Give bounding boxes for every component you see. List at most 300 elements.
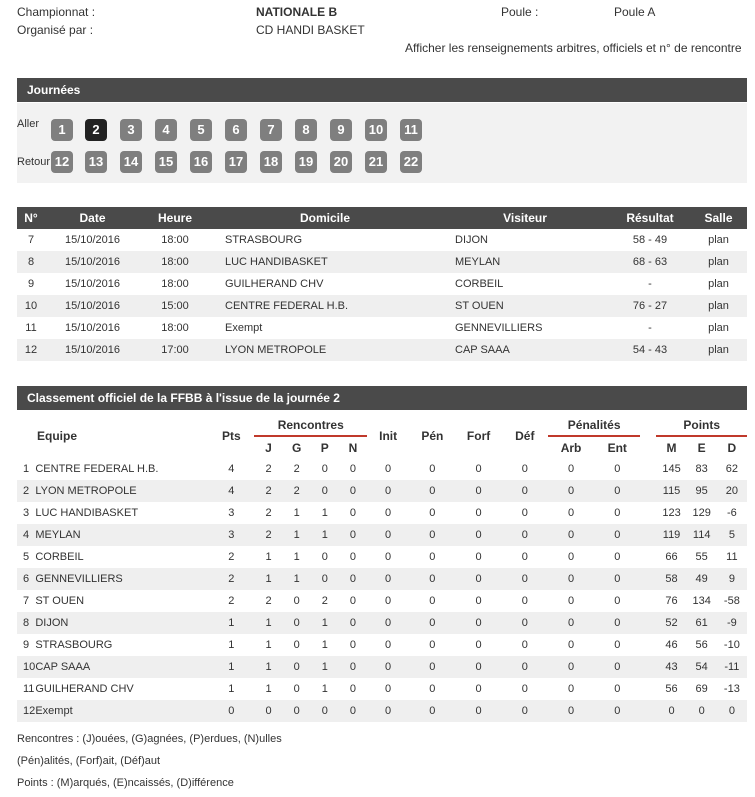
- ranking-def: 0: [502, 480, 548, 502]
- ranking-team: CORBEIL: [35, 551, 84, 563]
- h-n: N: [348, 440, 358, 455]
- journees-title: Journées: [17, 78, 747, 102]
- ranking-n: 0: [339, 568, 367, 590]
- championnat-value: NATIONALE B: [256, 5, 338, 19]
- journee-button-8[interactable]: 8: [295, 119, 317, 141]
- ranking-arb: 0: [548, 656, 594, 678]
- journee-button-11[interactable]: 11: [400, 119, 422, 141]
- h-ent: Ent: [607, 440, 627, 455]
- match-salle[interactable]: plan: [690, 339, 747, 361]
- ranking-forf: 0: [475, 507, 482, 519]
- ranking-m: 119: [656, 524, 686, 546]
- col-domicile: Domicile: [210, 207, 440, 229]
- ranking-init: 0: [367, 524, 409, 546]
- ranking-forf: 0: [455, 656, 501, 678]
- h-points: Points: [656, 414, 747, 436]
- journee-button-15[interactable]: 15: [155, 151, 177, 173]
- journee-button-21[interactable]: 21: [365, 151, 387, 173]
- col-visiteur: Visiteur: [440, 207, 610, 229]
- ranking-pts: 1: [228, 683, 235, 695]
- h-d: D: [727, 440, 737, 455]
- ranking-def: 0: [521, 683, 528, 695]
- ranking-team: ST OUEN: [35, 595, 85, 607]
- ranking-row: [17, 458, 747, 480]
- ranking-m: 56: [665, 683, 678, 695]
- ranking-n: 0: [349, 683, 356, 695]
- ranking-team: LUC HANDIBASKET: [35, 507, 139, 519]
- ranking-init: 0: [385, 683, 392, 695]
- ranking-d: -13: [723, 683, 740, 695]
- ranking-j: 1: [254, 568, 282, 590]
- ranking-d: 0: [717, 700, 747, 722]
- aller-label: Aller: [17, 118, 40, 130]
- ranking-team: CAP SAAA: [35, 656, 208, 678]
- ranking-e: 69: [695, 683, 708, 695]
- ranking-team: STRASBOURG: [35, 639, 113, 651]
- ranking-n: 0: [349, 639, 356, 651]
- match-date: 15/10/2016: [64, 322, 121, 334]
- ranking-e: 49: [687, 568, 717, 590]
- legend-penalites: (Pén)alités, (Forf)ait, (Déf)aut: [17, 755, 161, 767]
- journee-button-5[interactable]: 5: [190, 119, 212, 141]
- ranking-rank: 8: [17, 612, 35, 634]
- ranking-e: 134: [692, 595, 711, 607]
- journee-button-6[interactable]: 6: [225, 119, 247, 141]
- ranking-ent: 0: [614, 683, 621, 695]
- ranking-init: 0: [367, 700, 409, 722]
- h-equipe: Equipe: [37, 429, 78, 443]
- ranking-init: 0: [385, 639, 392, 651]
- ranking-init: 0: [385, 551, 392, 563]
- championnat-label: Championnat :: [17, 5, 96, 19]
- ranking-pen: 0: [409, 480, 455, 502]
- arbitres-link[interactable]: Afficher les renseignements arbitres, officiels et n° de rencontre: [405, 41, 742, 55]
- ranking-arb: 0: [548, 700, 594, 722]
- ranking-pts: 1: [208, 612, 254, 634]
- ranking-n: 0: [339, 700, 367, 722]
- ranking-arb: 0: [567, 507, 575, 519]
- matches-header-row: [17, 207, 747, 229]
- ranking-g: 0: [283, 700, 311, 722]
- journee-button-20[interactable]: 20: [330, 151, 352, 173]
- journee-button-17[interactable]: 17: [225, 151, 247, 173]
- match-n: 12: [17, 339, 45, 361]
- ranking-d: 20: [717, 480, 747, 502]
- ranking-m: 76: [665, 595, 678, 607]
- ranking-n: 0: [349, 463, 356, 475]
- ranking-pen: 0: [409, 656, 455, 678]
- legend-points: Points : (M)arqués, (E)ncaissés, (D)ifférence: [17, 777, 234, 789]
- ranking-def: 0: [502, 700, 548, 722]
- ranking-j: 2: [254, 524, 282, 546]
- ranking-team: CENTRE FEDERAL H.B.: [35, 463, 159, 475]
- ranking-g: 0: [283, 612, 311, 634]
- ranking-def: 0: [521, 507, 528, 519]
- ranking-def: 0: [502, 568, 548, 590]
- ranking-arb: 0: [567, 463, 575, 475]
- ranking-arb: 0: [567, 595, 575, 607]
- ranking-ent: 0: [614, 507, 621, 519]
- ranking-body: [17, 458, 747, 722]
- ranking-rank: 1: [23, 463, 30, 475]
- ranking-e: 54: [687, 656, 717, 678]
- ranking-team: DIJON: [35, 612, 208, 634]
- organise-value: CD HANDI BASKET: [256, 23, 365, 37]
- ranking-n: 0: [349, 551, 356, 563]
- match-domicile: LYON METROPOLE: [210, 339, 440, 361]
- ranking-ent: 0: [614, 639, 621, 651]
- ranking-pen: 0: [429, 551, 436, 563]
- ranking-pen: 0: [429, 683, 436, 695]
- match-row: [17, 295, 747, 317]
- ranking-j: 2: [265, 463, 272, 475]
- ranking-ent: 0: [614, 551, 621, 563]
- ranking-def: 0: [521, 463, 528, 475]
- ranking-forf: 0: [475, 463, 482, 475]
- match-n: 9: [27, 278, 35, 290]
- h-penalites: Pénalités: [548, 414, 640, 436]
- match-resultat: 54 - 43: [610, 339, 690, 361]
- ranking-p: 1: [311, 612, 339, 634]
- ranking-team: GENNEVILLIERS: [35, 568, 208, 590]
- match-salle[interactable]: plan: [690, 251, 747, 273]
- match-n: 11: [25, 322, 37, 334]
- ranking-d: 5: [717, 524, 747, 546]
- ranking-rank: 11: [23, 683, 35, 695]
- ranking-p: 1: [321, 507, 328, 519]
- ranking-p: 0: [311, 480, 339, 502]
- ranking-def: 0: [521, 639, 528, 651]
- ranking-arb: 0: [567, 639, 575, 651]
- ranking-m: 115: [656, 480, 686, 502]
- ranking-rank: 12: [17, 700, 35, 722]
- ranking-pen: 0: [409, 700, 455, 722]
- journee-button-2[interactable]: 2: [85, 119, 107, 141]
- ranking-m: 52: [656, 612, 686, 634]
- match-resultat: -: [648, 278, 652, 290]
- ranking-m: 46: [665, 639, 678, 651]
- ranking-forf: 0: [455, 524, 501, 546]
- match-visiteur: MEYLAN: [440, 251, 610, 273]
- journee-button-14[interactable]: 14: [120, 151, 142, 173]
- ranking-ent: 0: [594, 700, 640, 722]
- match-resultat: 76 - 27: [610, 295, 690, 317]
- ranking-row: [17, 524, 747, 546]
- ranking-j: 1: [254, 656, 282, 678]
- ranking-row: [17, 502, 747, 524]
- ranking-g: 0: [293, 595, 300, 607]
- journee-button-18[interactable]: 18: [260, 151, 282, 173]
- match-resultat: -: [648, 322, 652, 334]
- ranking-def: 0: [502, 612, 548, 634]
- match-salle[interactable]: plan: [708, 322, 729, 334]
- ranking-row: [17, 656, 747, 678]
- h-def: Déf: [515, 429, 535, 443]
- col-date: Date: [45, 207, 140, 229]
- ranking-j: 2: [254, 480, 282, 502]
- ranking-pen: 0: [429, 639, 436, 651]
- ranking-d: 11: [726, 551, 738, 563]
- journee-button-1[interactable]: 1: [51, 119, 73, 141]
- ranking-p: 0: [321, 551, 328, 563]
- ranking-ent: 0: [594, 656, 640, 678]
- h-e: E: [697, 440, 706, 455]
- ranking-init: 0: [385, 507, 392, 519]
- journee-button-9[interactable]: 9: [330, 119, 352, 141]
- match-date: 15/10/2016: [64, 234, 121, 246]
- ranking-pts: 1: [228, 639, 235, 651]
- ranking-g: 0: [283, 656, 311, 678]
- ranking-d: -11: [717, 656, 747, 678]
- ranking-d: -10: [723, 639, 740, 651]
- ranking-forf: 0: [475, 639, 482, 651]
- ranking-row: [17, 612, 747, 634]
- ranking-row: [17, 568, 747, 590]
- retour-label: Retour: [17, 156, 51, 168]
- journee-button-7[interactable]: 7: [260, 119, 282, 141]
- col-numero: N°: [17, 207, 45, 229]
- ranking-def: 0: [502, 656, 548, 678]
- ranking-n: 0: [339, 524, 367, 546]
- ranking-p: 0: [311, 700, 339, 722]
- ranking-rank: 7: [23, 595, 30, 607]
- ranking-j: 2: [265, 507, 272, 519]
- h-init: Init: [379, 429, 398, 443]
- ranking-g: 2: [283, 480, 311, 502]
- ranking-m: 123: [662, 507, 681, 519]
- ranking-rank: 5: [23, 551, 30, 563]
- ranking-e: 0: [687, 700, 717, 722]
- ranking-j: 1: [254, 612, 282, 634]
- ranking-rank: 9: [23, 639, 30, 651]
- ranking-init: 0: [367, 480, 409, 502]
- match-visiteur: GENNEVILLIERS: [455, 322, 543, 334]
- ranking-rank: 6: [17, 568, 35, 590]
- ranking-forf: 0: [455, 568, 501, 590]
- ranking-pts: 2: [228, 595, 235, 607]
- ranking-j: 2: [265, 595, 272, 607]
- ranking-j: 1: [265, 639, 272, 651]
- ranking-d: -58: [723, 595, 740, 607]
- ranking-pts: 1: [208, 656, 254, 678]
- ranking-g: 0: [293, 639, 300, 651]
- match-n: 8: [17, 251, 45, 273]
- ranking-row: [17, 546, 747, 568]
- ranking-ent: 0: [594, 524, 640, 546]
- ranking-pen: 0: [429, 595, 436, 607]
- match-visiteur: DIJON: [455, 234, 488, 246]
- ranking-pen: 0: [409, 612, 455, 634]
- ranking-arb: 0: [567, 683, 575, 695]
- ranking-pen: 0: [429, 507, 436, 519]
- ranking-rank: 2: [17, 480, 35, 502]
- ranking-row: [17, 590, 747, 612]
- ranking-p: 1: [311, 656, 339, 678]
- ranking-d: 62: [725, 463, 738, 475]
- ranking-row: [17, 634, 747, 656]
- ranking-e: 129: [692, 507, 711, 519]
- ranking-ent: 0: [614, 595, 621, 607]
- ranking-init: 0: [385, 463, 392, 475]
- h-pen: Pén: [421, 429, 444, 443]
- ranking-p: 1: [321, 683, 328, 695]
- ranking-ent: 0: [594, 612, 640, 634]
- match-date: 15/10/2016: [45, 251, 140, 273]
- journee-button-19[interactable]: 19: [295, 151, 317, 173]
- h-pts: Pts: [221, 429, 241, 443]
- ranking-forf: 0: [475, 551, 482, 563]
- ranking-team: Exempt: [35, 700, 208, 722]
- ranking-g: 1: [283, 524, 311, 546]
- match-n: 7: [27, 234, 35, 246]
- match-heure: 17:00: [140, 339, 210, 361]
- ranking-arb: 0: [548, 568, 594, 590]
- match-heure: 18:00: [161, 278, 189, 290]
- ranking-init: 0: [367, 612, 409, 634]
- h-forf: Forf: [466, 429, 491, 443]
- ranking-init: 0: [367, 656, 409, 678]
- ranking-def: 0: [521, 551, 528, 563]
- match-date: 15/10/2016: [64, 278, 121, 290]
- ranking-row: [17, 480, 747, 502]
- match-n: 10: [17, 295, 45, 317]
- h-arb: Arb: [560, 440, 582, 455]
- match-domicile: CENTRE FEDERAL H.B.: [210, 295, 440, 317]
- ranking-pen: 0: [409, 524, 455, 546]
- ranking-header-row: [17, 414, 747, 436]
- match-salle[interactable]: plan: [690, 295, 747, 317]
- ranking-m: 0: [656, 700, 686, 722]
- ranking-m: 43: [656, 656, 686, 678]
- ranking-n: 0: [339, 656, 367, 678]
- h-g: G: [291, 440, 302, 455]
- match-row: [17, 251, 747, 273]
- match-salle[interactable]: plan: [708, 278, 729, 290]
- ranking-g: 0: [293, 683, 300, 695]
- journee-button-22[interactable]: 22: [400, 151, 422, 173]
- ranking-pts: 4: [228, 463, 235, 475]
- ranking-g: 1: [293, 551, 300, 563]
- ranking-arb: 0: [548, 612, 594, 634]
- ranking-g: 2: [293, 463, 300, 475]
- ranking-n: 0: [339, 480, 367, 502]
- ranking-team: GUILHERAND CHV: [35, 683, 134, 695]
- ranking-j: 1: [265, 551, 272, 563]
- match-row: [17, 317, 747, 339]
- journee-button-3[interactable]: 3: [120, 119, 142, 141]
- ranking-e: 56: [695, 639, 708, 651]
- match-date: 15/10/2016: [45, 339, 140, 361]
- ranking-arb: 0: [548, 524, 594, 546]
- organise-label: Organisé par :: [17, 23, 94, 37]
- journee-button-12[interactable]: 12: [51, 151, 73, 173]
- match-domicile: STRASBOURG: [225, 234, 303, 246]
- ranking-p: 0: [311, 568, 339, 590]
- ranking-p: 2: [321, 595, 328, 607]
- match-salle[interactable]: plan: [708, 234, 729, 246]
- h-m: M: [666, 440, 677, 455]
- ranking-team: LYON METROPOLE: [35, 480, 208, 502]
- poule-label: Poule :: [501, 5, 539, 19]
- matches-table: [17, 207, 747, 361]
- ranking-e: 83: [695, 463, 708, 475]
- match-domicile: LUC HANDIBASKET: [210, 251, 440, 273]
- ranking-rank: 10: [17, 656, 35, 678]
- ranking-forf: 0: [475, 595, 482, 607]
- ranking-table: [17, 414, 747, 722]
- match-domicile: GUILHERAND CHV: [225, 278, 324, 290]
- ranking-ent: 0: [594, 480, 640, 502]
- ranking-row: [17, 700, 747, 722]
- poule-value: Poule A: [614, 5, 656, 19]
- ranking-j: 1: [265, 683, 272, 695]
- ranking-pts: 0: [208, 700, 254, 722]
- ranking-rank: 4: [17, 524, 35, 546]
- ranking-ent: 0: [614, 463, 621, 475]
- classement-title: Classement officiel de la FFBB à l'issue de la journée 2: [17, 386, 747, 410]
- ranking-forf: 0: [475, 683, 482, 695]
- ranking-d: -6: [726, 507, 737, 519]
- ranking-forf: 0: [455, 612, 501, 634]
- ranking-p: 1: [321, 639, 328, 651]
- match-heure: 15:00: [140, 295, 210, 317]
- match-heure: 18:00: [161, 234, 189, 246]
- ranking-init: 0: [385, 595, 392, 607]
- journee-button-4[interactable]: 4: [155, 119, 177, 141]
- matches-body: [17, 229, 747, 361]
- match-visiteur: CAP SAAA: [440, 339, 610, 361]
- match-heure: 18:00: [161, 322, 189, 334]
- ranking-g: 1: [283, 568, 311, 590]
- match-row: [17, 229, 747, 251]
- ranking-team: MEYLAN: [35, 524, 208, 546]
- ranking-p: 0: [321, 463, 328, 475]
- match-row: [17, 339, 747, 361]
- ranking-j: 0: [254, 700, 282, 722]
- h-j: J: [265, 440, 272, 455]
- ranking-e: 55: [695, 551, 708, 563]
- journee-button-10[interactable]: 10: [365, 119, 387, 141]
- ranking-forf: 0: [455, 700, 501, 722]
- match-domicile: Exempt: [225, 322, 263, 334]
- ranking-pts: 2: [228, 551, 235, 563]
- ranking-arb: 0: [548, 480, 594, 502]
- match-row: [17, 273, 747, 295]
- ranking-m: 66: [665, 551, 678, 563]
- ranking-d: 9: [717, 568, 747, 590]
- match-resultat: 68 - 63: [610, 251, 690, 273]
- ranking-def: 0: [502, 524, 548, 546]
- ranking-g: 1: [293, 507, 300, 519]
- ranking-n: 0: [349, 595, 356, 607]
- ranking-p: 1: [311, 524, 339, 546]
- ranking-m: 145: [662, 463, 681, 475]
- ranking-ent: 0: [594, 568, 640, 590]
- ranking-arb: 0: [567, 551, 575, 563]
- ranking-n: 0: [339, 612, 367, 634]
- match-visiteur: CORBEIL: [455, 278, 504, 290]
- match-visiteur: ST OUEN: [440, 295, 610, 317]
- ranking-pen: 0: [429, 463, 436, 475]
- h-rencontres: Rencontres: [254, 414, 367, 436]
- journee-button-16[interactable]: 16: [190, 151, 212, 173]
- ranking-pts: 4: [208, 480, 254, 502]
- ranking-e: 95: [687, 480, 717, 502]
- ranking-pen: 0: [409, 568, 455, 590]
- match-resultat: 58 - 49: [632, 234, 668, 246]
- journee-button-13[interactable]: 13: [85, 151, 107, 173]
- ranking-rank: 3: [23, 507, 30, 519]
